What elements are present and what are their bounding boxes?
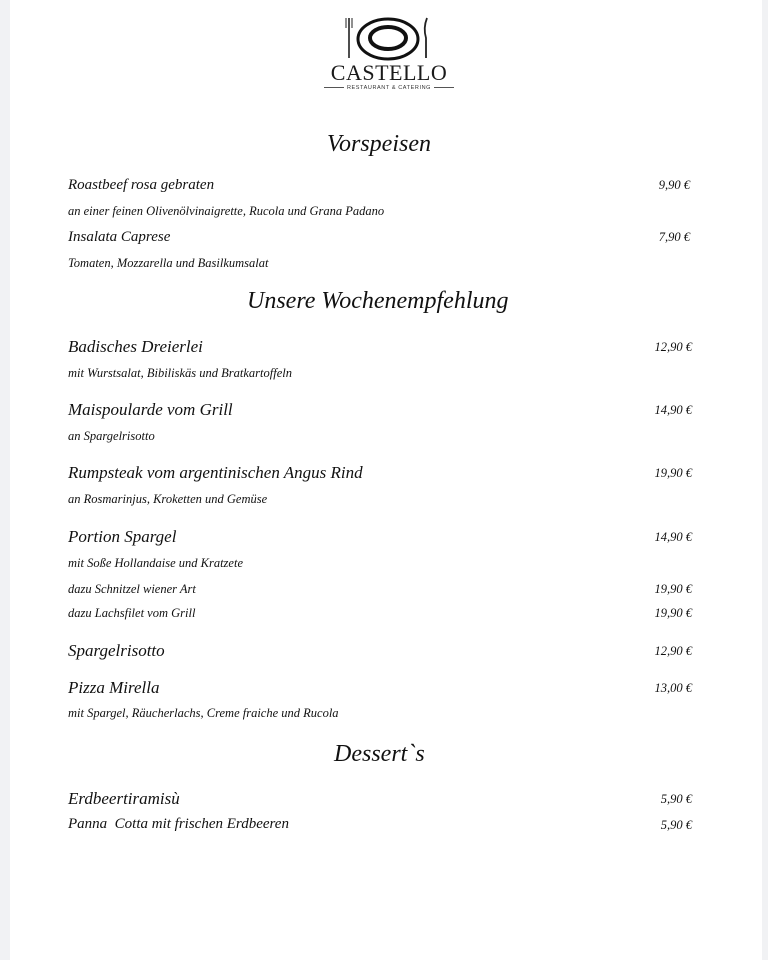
- logo-subtitle: RESTAURANT & CATERING: [316, 85, 462, 91]
- menu-item-name: Erdbeertiramisù: [68, 789, 180, 808]
- menu-page: [10, 0, 762, 960]
- menu-item-description: mit Wurstsalat, Bibiliskäs und Bratkartoffeln: [68, 366, 292, 380]
- menu-item-extra: dazu Schnitzel wiener Art: [68, 582, 196, 596]
- menu-item-extra-price: 19,90 €: [654, 606, 692, 620]
- menu-item-price: 9,90 €: [658, 178, 690, 192]
- menu-item-price: 5,90 €: [660, 818, 692, 832]
- menu-item-description: an Spargelrisotto: [68, 429, 155, 443]
- menu-item-name: Pizza Mirella: [68, 678, 160, 697]
- menu-item-price: 12,90 €: [654, 340, 692, 354]
- menu-item-name: Rumpsteak vom argentinischen Angus Rind: [68, 463, 363, 482]
- menu-item-price: 19,90 €: [654, 466, 692, 480]
- menu-item-extra: dazu Lachsfilet vom Grill: [68, 606, 196, 620]
- menu-item-price: 7,90 €: [658, 230, 690, 244]
- menu-item-price: 14,90 €: [654, 403, 692, 417]
- menu-item-price: 12,90 €: [654, 644, 692, 658]
- logo-wordmark: CASTELLO: [330, 60, 448, 85]
- menu-item-description: Tomaten, Mozzarella und Basilkumsalat: [68, 256, 269, 270]
- menu-item-name: Roastbeef rosa gebraten: [68, 177, 215, 193]
- menu-item-price: 13,00 €: [654, 681, 692, 695]
- menu-item-name: Maispoularde vom Grill: [68, 400, 233, 419]
- menu-item-description: an Rosmarinjus, Kroketten und Gemüse: [68, 492, 268, 506]
- menu-item-name: Spargelrisotto: [68, 641, 165, 660]
- castello-logo-icon: [343, 14, 433, 62]
- menu-item-description: mit Spargel, Räucherlachs, Creme fraiche und Rucola: [68, 706, 339, 720]
- section-title-weekly: Unsere Wochenempfehlung: [247, 288, 509, 314]
- menu-item-price: 5,90 €: [660, 792, 692, 806]
- menu-item-name: Badisches Dreierlei: [68, 337, 203, 356]
- menu-item-description: an einer feinen Olivenölvinaigrette, Rucola und Grana Padano: [68, 204, 385, 218]
- menu-item-name: Panna Cotta mit frischen Erdbeeren: [68, 816, 289, 832]
- menu-item-price: 14,90 €: [654, 530, 692, 544]
- section-title-starters: Vorspeisen: [327, 131, 431, 157]
- menu-item-name: Portion Spargel: [68, 527, 177, 546]
- menu-item-extra-price: 19,90 €: [654, 582, 692, 596]
- menu-item-description: mit Soße Hollandaise und Kratzete: [68, 556, 243, 570]
- section-title-desserts: Dessert`s: [334, 741, 425, 767]
- menu-item-name: Insalata Caprese: [68, 229, 171, 245]
